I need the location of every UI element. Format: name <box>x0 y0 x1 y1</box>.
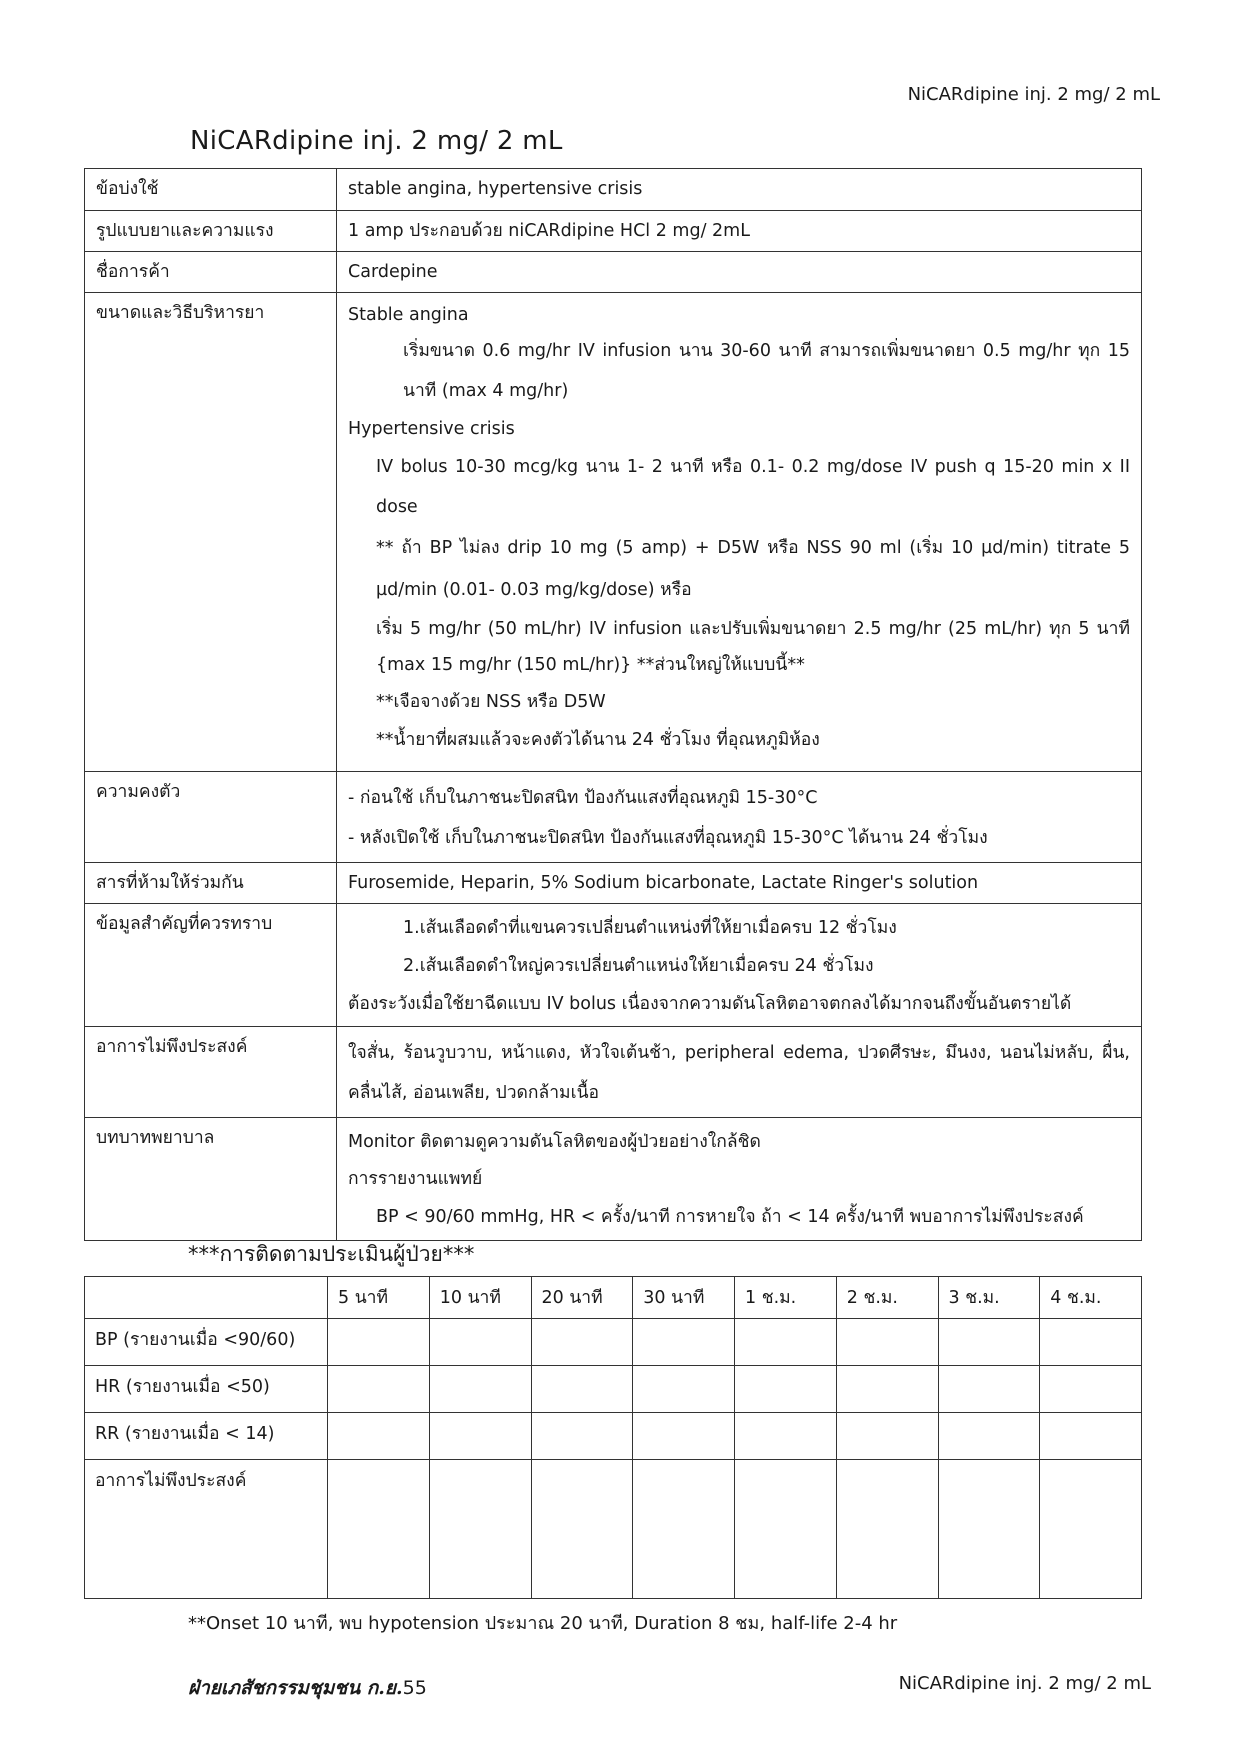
column-header: 5 นาที <box>328 1277 430 1319</box>
entry-cell[interactable] <box>938 1413 1040 1460</box>
column-header: 3 ช.ม. <box>938 1277 1040 1319</box>
row-label-nursing-role: บทบาทพยาบาล <box>85 1118 337 1241</box>
nursing-line: การรายงานแพทย์ <box>348 1169 483 1189</box>
important-line: 1.เส้นเลือดดำที่แขนควรเปลี่ยนตำแหน่งที่ให้ยาเมื่อครบ 12 ชั่วโมง <box>403 918 897 938</box>
column-header: 1 ช.ม. <box>735 1277 837 1319</box>
monitoring-table <box>84 1276 1142 1599</box>
table-row <box>85 252 1142 293</box>
entry-cell[interactable] <box>836 1413 938 1460</box>
entry-cell[interactable] <box>1040 1460 1142 1599</box>
entry-cell[interactable] <box>633 1319 735 1366</box>
footer-department-text: ฝ่ายเภสัชกรรมชุมชน ก.ย. <box>188 1677 403 1699</box>
entry-cell[interactable] <box>735 1319 837 1366</box>
column-header: 2 ช.ม. <box>836 1277 938 1319</box>
entry-cell[interactable] <box>836 1366 938 1413</box>
entry-cell[interactable] <box>328 1366 430 1413</box>
entry-cell[interactable] <box>633 1366 735 1413</box>
stability-line: - หลังเปิดใช้ เก็บในภาชนะปิดสนิท ป้องกันแสงที่อุณหภูมิ 15-30°C ได้นาน 24 ชั่วโมง <box>348 828 988 848</box>
table-row <box>85 1460 1142 1599</box>
row-label-adverse-effects: อาการไม่พึงประสงค์ <box>85 1027 337 1118</box>
dose-line: IV bolus 10-30 mcg/kg นาน 1- 2 นาที หรือ 0.1- 0.2 mg/dose IV push q 15-20 min x II dose <box>376 457 1130 517</box>
table-row <box>85 169 1142 211</box>
dose-line: **น้ำยาที่ผสมแล้วจะคงตัวได้นาน 24 ชั่วโมง ที่อุณหภูมิห้อง <box>376 730 820 750</box>
entry-cell[interactable] <box>429 1460 531 1599</box>
column-header: 30 นาที <box>633 1277 735 1319</box>
corner-cell <box>85 1277 328 1319</box>
entry-cell[interactable] <box>328 1319 430 1366</box>
table-row <box>85 293 1142 772</box>
drug-info-table <box>84 168 1142 1241</box>
row-value-form: 1 amp ประกอบด้วย niCARdipine HCl 2 mg/ 2mL <box>337 211 1142 252</box>
entry-cell[interactable] <box>531 1366 633 1413</box>
important-line: ต้องระวังเมื่อใช้ยาฉีดแบบ IV bolus เนื่องจากความดันโลหิตอาจตกลงได้มากจนถึงขั้นอันตรายได้ <box>348 994 1072 1014</box>
row-label: อาการไม่พึงประสงค์ <box>85 1460 328 1599</box>
table-header-row <box>85 1277 1142 1319</box>
nursing-line: Monitor ติดตามดูความดันโลหิตของผู้ป่วยอย่างใกล้ชิด <box>348 1132 761 1152</box>
entry-cell[interactable] <box>938 1460 1040 1599</box>
entry-cell[interactable] <box>531 1460 633 1599</box>
entry-cell[interactable] <box>633 1413 735 1460</box>
important-line: 2.เส้นเลือดดำใหญ่ควรเปลี่ยนตำแหน่งให้ยาเมื่อครบ 24 ชั่วโมง <box>403 956 874 976</box>
row-label: RR (รายงานเมื่อ < 14) <box>85 1413 328 1460</box>
entry-cell[interactable] <box>938 1366 1040 1413</box>
column-header: 20 นาที <box>531 1277 633 1319</box>
dose-line: Stable angina <box>348 305 469 325</box>
table-row <box>85 863 1142 904</box>
row-label-form: รูปแบบยาและความแรง <box>85 211 337 252</box>
dose-line: เริ่มขนาด 0.6 mg/hr IV infusion นาน 30-60 นาที สามารถเพิ่มขนาดยา 0.5 mg/hr ทุก 15 นาที (max 4 mg/hr) <box>403 341 1130 401</box>
nursing-line: BP < 90/60 mmHg, HR < ครั้ง/นาที การหายใจ ถ้า < 14 ครั้ง/นาที พบอาการไม่พึงประสงค์ <box>376 1207 1084 1227</box>
row-value-nursing-role <box>337 1118 1142 1241</box>
entry-cell[interactable] <box>836 1460 938 1599</box>
footer-department <box>188 1673 427 1703</box>
dose-line: ** ถ้า BP ไม่ลง drip 10 mg (5 amp) + D5W หรือ NSS 90 ml (เริ่ม 10 µd/min) titrate 5 µd/min (0.01- 0.03 mg/kg/dose) หรือ <box>376 538 1130 600</box>
stability-line: - ก่อนใช้ เก็บในภาชนะปิดสนิท ป้องกันแสงที่อุณหภูมิ 15-30°C <box>348 788 818 808</box>
row-value-adverse-effects: ใจสั่น, ร้อนวูบวาบ, หน้าแดง, หัวใจเต้นช้า, peripheral edema, ปวดศีรษะ, มึนงง, นอนไม่หลับ, ผื่น, คลื่นไส้, อ่อนเพลีย, ปวดกล้ามเนื้อ <box>337 1027 1142 1118</box>
table-row <box>85 904 1142 1027</box>
entry-cell[interactable] <box>531 1413 633 1460</box>
row-label-stability: ความคงตัว <box>85 772 337 863</box>
entry-cell[interactable] <box>735 1460 837 1599</box>
table-row <box>85 1319 1142 1366</box>
dose-line: **เจือจางด้วย NSS หรือ D5W <box>376 692 606 712</box>
dose-line: เริ่ม 5 mg/hr (50 mL/hr) IV infusion และปรับเพิ่มขนาดยา 2.5 mg/hr (25 mL/hr) ทุก 5 นาที {max 15 mg/hr (150 mL/hr)} **ส่วนใหญ่ให้แบบนี้** <box>376 619 1130 675</box>
footer-drug-name: NiCARdipine inj. 2 mg/ 2 mL <box>898 1673 1151 1694</box>
footer-year: 55 <box>402 1677 427 1699</box>
row-label: HR (รายงานเมื่อ <50) <box>85 1366 328 1413</box>
row-label-trade-name: ชื่อการค้า <box>85 252 337 293</box>
entry-cell[interactable] <box>1040 1413 1142 1460</box>
monitoring-title: ***การติดตามประเมินผู้ป่วย*** <box>188 1242 475 1266</box>
table-row <box>85 211 1142 252</box>
table-row <box>85 1413 1142 1460</box>
entry-cell[interactable] <box>1040 1366 1142 1413</box>
entry-cell[interactable] <box>836 1319 938 1366</box>
row-label-incompatible: สารที่ห้ามให้ร่วมกัน <box>85 863 337 904</box>
dose-line: Hypertensive crisis <box>348 419 515 439</box>
entry-cell[interactable] <box>633 1460 735 1599</box>
footnote: **Onset 10 นาที, พบ hypotension ประมาณ 20 นาที, Duration 8 ชม, half-life 2-4 hr <box>188 1613 898 1634</box>
table-row <box>85 772 1142 863</box>
entry-cell[interactable] <box>429 1319 531 1366</box>
row-label-indication: ข้อบ่งใช้ <box>85 169 337 211</box>
row-label: BP (รายงานเมื่อ <90/60) <box>85 1319 328 1366</box>
row-value-indication: stable angina, hypertensive crisis <box>337 169 1142 211</box>
entry-cell[interactable] <box>429 1366 531 1413</box>
entry-cell[interactable] <box>531 1319 633 1366</box>
entry-cell[interactable] <box>328 1413 430 1460</box>
entry-cell[interactable] <box>735 1413 837 1460</box>
column-header: 10 นาที <box>429 1277 531 1319</box>
entry-cell[interactable] <box>938 1319 1040 1366</box>
row-label-important-info: ข้อมูลสำคัญที่ควรทราบ <box>85 904 337 1027</box>
row-value-trade-name: Cardepine <box>337 252 1142 293</box>
row-value-stability <box>337 772 1142 863</box>
column-header: 4 ช.ม. <box>1040 1277 1142 1319</box>
entry-cell[interactable] <box>429 1413 531 1460</box>
table-row <box>85 1366 1142 1413</box>
entry-cell[interactable] <box>1040 1319 1142 1366</box>
row-value-incompatible: Furosemide, Heparin, 5% Sodium bicarbonate, Lactate Ringer's solution <box>337 863 1142 904</box>
entry-cell[interactable] <box>328 1460 430 1599</box>
table-row <box>85 1027 1142 1118</box>
table-row <box>85 1118 1142 1241</box>
document-title: NiCARdipine inj. 2 mg/ 2 mL <box>190 126 563 156</box>
entry-cell[interactable] <box>735 1366 837 1413</box>
page-header: NiCARdipine inj. 2 mg/ 2 mL <box>907 84 1160 105</box>
row-value-dosage <box>337 293 1142 772</box>
row-label-dosage: ขนาดและวิธีบริหารยา <box>85 293 337 772</box>
row-value-important-info <box>337 904 1142 1027</box>
